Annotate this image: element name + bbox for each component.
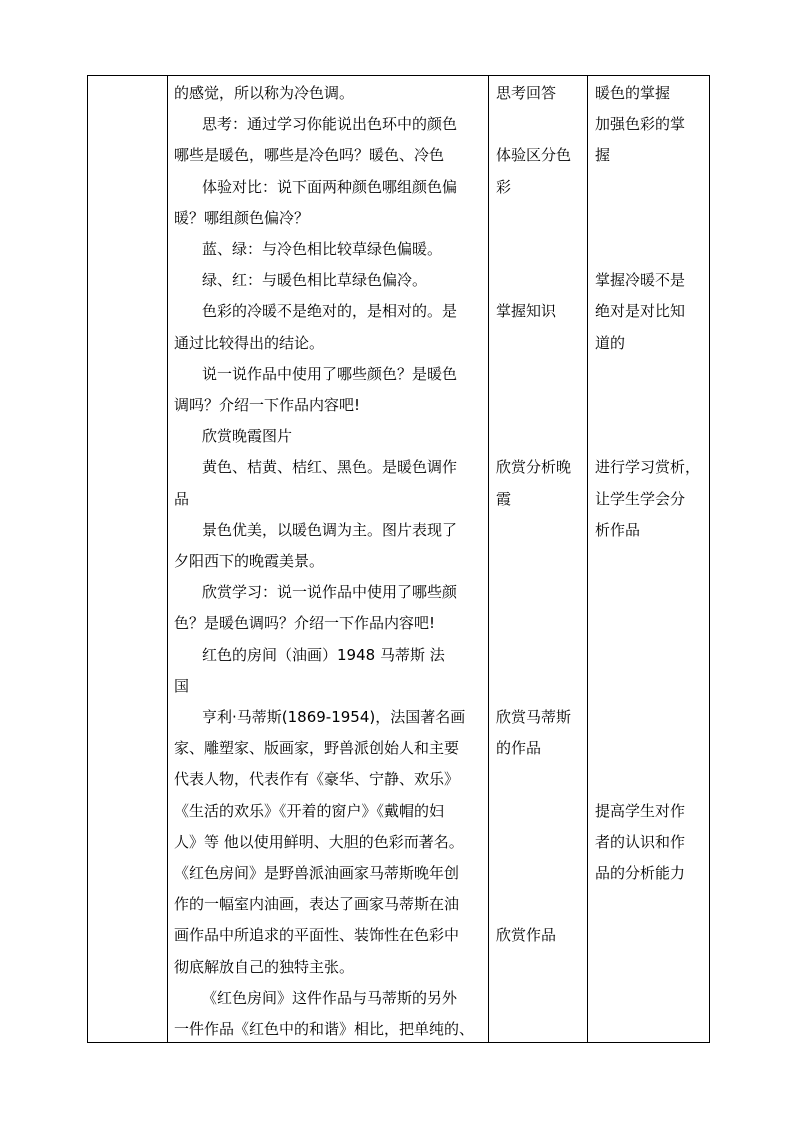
lesson-plan-table xyxy=(87,75,710,1043)
content-text-line: 思考：通过学习你能说出色环中的颜色 xyxy=(202,115,458,134)
content-text-line: 体验对比：说下面两种颜色哪组颜色偏 xyxy=(202,177,458,196)
intent-text-line: 进行学习赏析， xyxy=(595,458,701,477)
activity-text-line: 欣赏马蒂斯 xyxy=(496,708,572,726)
content-text-line: 人》等 他以使用鲜明、大胆的色彩而著名。 xyxy=(174,832,464,851)
content-text-line: 家、雕塑家、版画家，野兽派创始人和主要 xyxy=(174,739,460,758)
student-activity-cell xyxy=(489,76,588,1043)
intent-text-line: 暖色的掌握 xyxy=(595,84,671,102)
activity-text-line: 霞 xyxy=(496,489,512,508)
content-text-line: 《红色房间》这件作品与马蒂斯的另外 xyxy=(202,988,458,1007)
intent-text-line: 掌握冷暖不是 xyxy=(595,271,686,290)
activity-text-line: 思考回答 xyxy=(496,84,557,102)
content-text-line: 亨利·马蒂斯(1869-1954)，法国著名画 xyxy=(202,708,466,726)
content-text-line: 暖？哪组颜色偏冷？ xyxy=(174,208,310,227)
intent-text-line: 握 xyxy=(595,146,611,165)
intent-text-line: 绝对是对比知 xyxy=(595,302,686,321)
content-text-line: 色彩的冷暖不是绝对的，是相对的。是 xyxy=(202,302,458,321)
design-intent-cell xyxy=(588,76,710,1043)
content-text-line: 说一说作品中使用了哪些颜色？是暖色 xyxy=(202,364,458,383)
teaching-content-cell xyxy=(168,76,489,1043)
intent-text-line: 析作品 xyxy=(595,520,641,539)
activity-text-line: 欣赏分析晚 xyxy=(496,458,572,477)
intent-text-line: 让学生学会分 xyxy=(595,489,686,508)
content-text-line: 景色优美，以暖色调为主。图片表现了 xyxy=(202,520,458,539)
activity-text-line: 欣赏作品 xyxy=(496,926,557,945)
content-text-line: 红色的房间（油画）1948 马蒂斯 法 xyxy=(202,645,445,664)
content-text-line: 黄色、桔黄、桔红、黑色。是暖色调作 xyxy=(202,458,458,477)
intent-text-line: 加强色彩的掌 xyxy=(595,115,686,134)
content-text-line: 品 xyxy=(174,489,190,508)
content-text-line: 作的一幅室内油画，表达了画家马蒂斯在油 xyxy=(174,895,460,914)
content-text-line: 彻底解放自己的独特主张。 xyxy=(174,957,355,976)
intent-text-line: 道的 xyxy=(595,333,626,352)
content-text-line: 《红色房间》是野兽派油画家马蒂斯晚年创 xyxy=(174,864,460,882)
content-text-line: 国 xyxy=(174,676,190,695)
intent-text-line: 者的认识和作 xyxy=(595,832,686,851)
content-text-line: 色？是暖色调吗？介绍一下作品内容吧! xyxy=(174,614,436,633)
activity-text-line: 体验区分色 xyxy=(496,146,572,165)
table-row xyxy=(88,76,710,1043)
intent-text-line: 提高学生对作 xyxy=(595,801,686,820)
content-text-line: 代表人物，代表作有《豪华、宁静、欢乐》 xyxy=(174,770,460,789)
content-text-line: 绿、红：与暖色相比草绿色偏冷。 xyxy=(202,271,428,290)
activity-text-line: 彩 xyxy=(496,177,512,196)
content-text-line: 调吗？介绍一下作品内容吧! xyxy=(174,396,361,414)
content-text-line: 蓝、绿：与冷色相比较草绿色偏暖。 xyxy=(202,240,443,258)
activity-text-line: 掌握知识 xyxy=(496,302,557,321)
content-text-line: 画作品中所追求的平面性、装饰性在色彩中 xyxy=(174,926,460,945)
content-text-line: 《生活的欢乐》《开着的窗户》《戴帽的妇 xyxy=(174,801,445,820)
content-text-line: 欣赏学习：说一说作品中使用了哪些颜 xyxy=(202,583,458,602)
content-text-line: 通过比较得出的结论。 xyxy=(174,333,325,352)
content-text-line: 哪些是暖色，哪些是冷色吗？暖色、冷色 xyxy=(174,146,445,165)
content-text-line: 一件作品《红色中的和谐》相比，把单纯的、 xyxy=(174,1020,475,1038)
content-text-line: 的感觉，所以称为冷色调。 xyxy=(174,84,355,102)
content-text-line: 欣赏晚霞图片 xyxy=(202,427,293,446)
blank-column-cell xyxy=(88,76,168,1043)
content-text-line: 夕阳西下的晚霞美景。 xyxy=(174,552,325,570)
intent-text-line: 品的分析能力 xyxy=(595,864,686,882)
activity-text-line: 的作品 xyxy=(496,739,542,758)
